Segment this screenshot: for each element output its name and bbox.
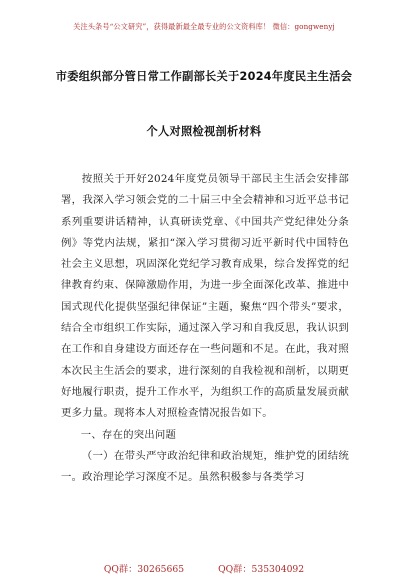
section-heading: 一、存在的突出问题 [80,428,177,441]
intro-paragraph: 按照关于开好2024年度党员领导干部民主生活会安排部署，我深入学习领会党的二十届三中全会精神和习近平总书记系列重要讲话精神，认真研读党章、《中国共产党纪律处分条例》等党内法规，紧扣“深入学习贯彻习近平新时代中国特色社会主义思想，巩固深化党纪学习教育成果，综合发挥党的纪律教育约束、保障激励作用，为进一步全面深化改革、推进中国式现代化提供坚强纪律保证”主题，聚焦“四个带头”要求，结合全市组织工作实际，通过深入学习和自我反思，我认识到在工作和自身建设方面还存在一些问题和不足。在此，我对照本次民主生活会的要求，进行深刻的自我检视和剖析，以期更好地履行职责，提升工作水平，为组织工作的高质量发展贡献更多力量。现将本人对照检查情况报告如下。 [61,173,349,420]
document-title-line-1: 市委组织部分管日常工作副部长关于2024年度民主生活会 [55,70,353,83]
document-body [61,169,349,488]
subsection-paragraph: （一）在带头严守政治纪律和政治规矩，维护党的团结统一。政治理论学习深度不足。虽然积极参与各类学习 [61,449,349,484]
footer-qq-group-2: QQ群：535304092 [218,564,305,575]
footer-qq-group-1: QQ群：30265665 [103,564,185,575]
footer-contact [0,561,408,575]
header-banner: 关注头条号“公文研究”，获得最新最全最专业的公文资料库！ 微信：gongwenyj [73,22,335,31]
document-title-line-2: 个人对照检视剖析材料 [146,125,262,138]
